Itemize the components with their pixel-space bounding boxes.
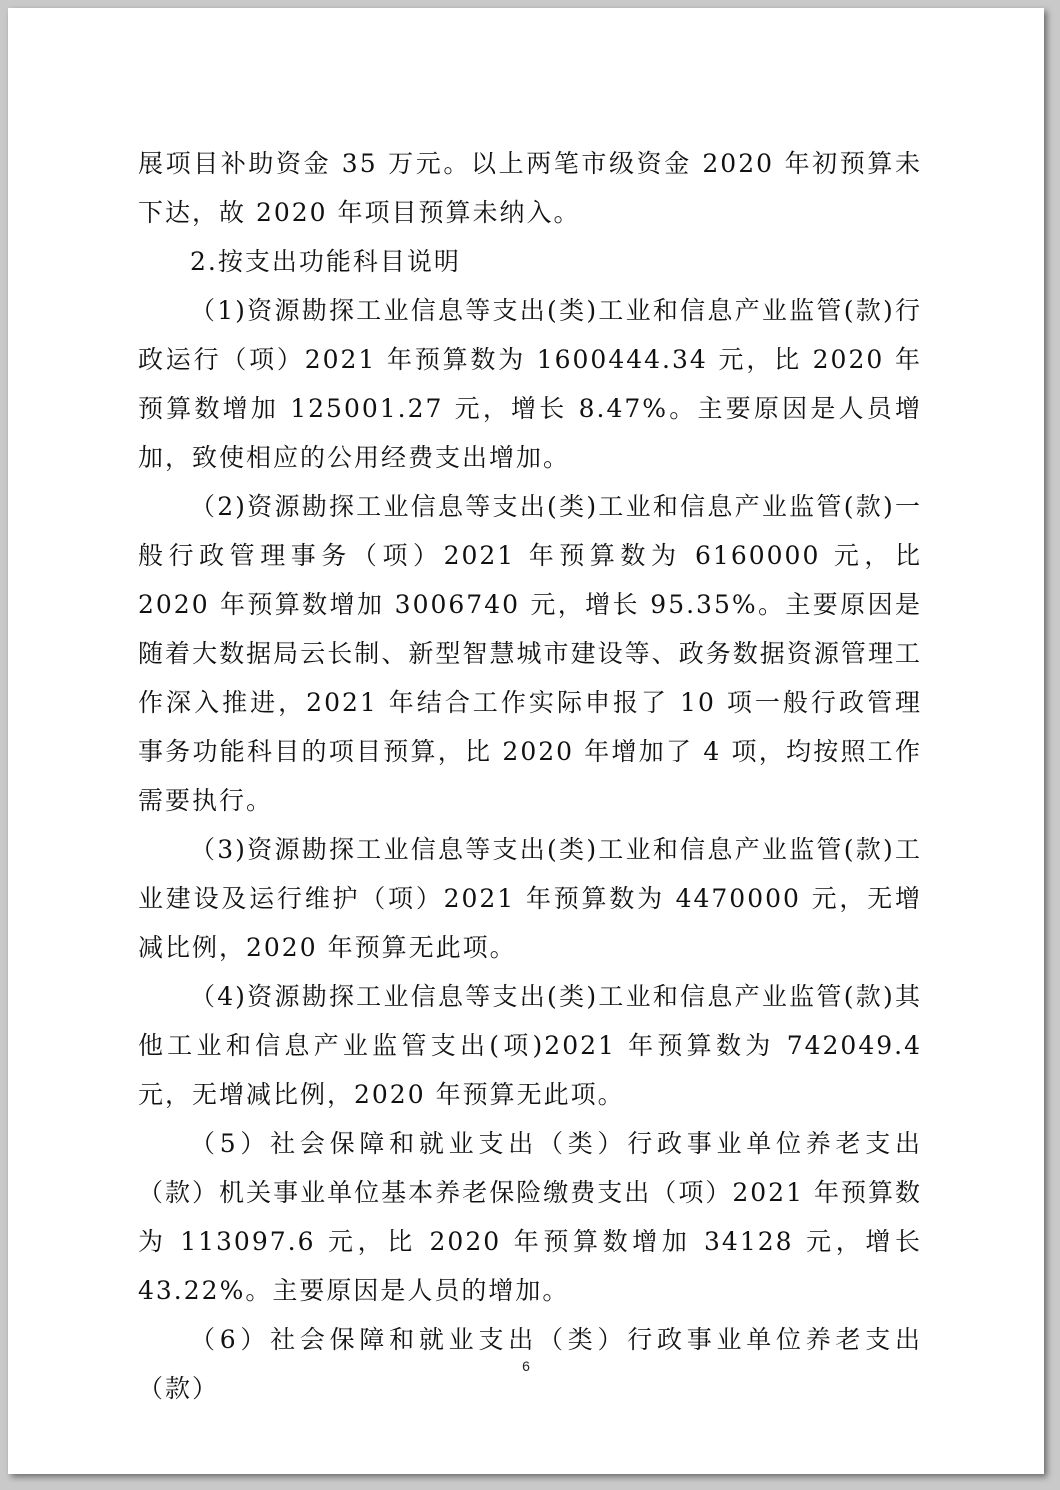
paragraph-item-6: （6）社会保障和就业支出（类）行政事业单位养老支出（款） [138,1325,922,1403]
document-page [8,8,1044,1474]
document-body [138,139,922,1413]
paragraph-item-3: （3)资源勘探工业信息等支出(类)工业和信息产业监管(款)工业建设及运行维护（项）2021 年预算数为 4470000 元，无增减比例，2020 年预算无此项。 [138,835,922,962]
page-number: 6 [522,1358,530,1374]
paragraph-item-2: （2)资源勘探工业信息等支出(类)工业和信息产业监管(款)一般行政管理事务（项）2021 年预算数为 6160000 元，比 2020 年预算数增加 3006740 元，增长 95.35%。主要原因是随着大数据局云长制、新型智慧城市建设等、政务数据资源管理工作深入推进，2021 年结合工作实际申报了 10 项一般行政管理事务功能科目的项目预算，比 2020 年增加了 4 项，均按照工作需要执行。 [138,492,922,815]
paragraph-item-1: （1)资源勘探工业信息等支出(类)工业和信息产业监管(款)行政运行（项）2021 年预算数为 1600444.34 元，比 2020 年预算数增加 125001.27 元，增长 8.47%。主要原因是人员增加，致使相应的公用经费支出增加。 [138,296,922,472]
paragraph-continuation: 展项目补助资金 35 万元。以上两笔市级资金 2020 年初预算未下达，故 2020 年项目预算未纳入。 [138,149,922,227]
paragraph-item-5: （5）社会保障和就业支出（类）行政事业单位养老支出（款）机关事业单位基本养老保险缴费支出（项）2021 年预算数为 113097.6 元，比 2020 年预算数增加 34128 元，增长 43.22%。主要原因是人员的增加。 [138,1129,922,1305]
section-heading: 2.按支出功能科目说明 [190,247,461,276]
paragraph-item-4: （4)资源勘探工业信息等支出(类)工业和信息产业监管(款)其他工业和信息产业监管支出(项)2021 年预算数为 742049.4 元，无增减比例，2020 年预算无此项。 [138,982,922,1109]
